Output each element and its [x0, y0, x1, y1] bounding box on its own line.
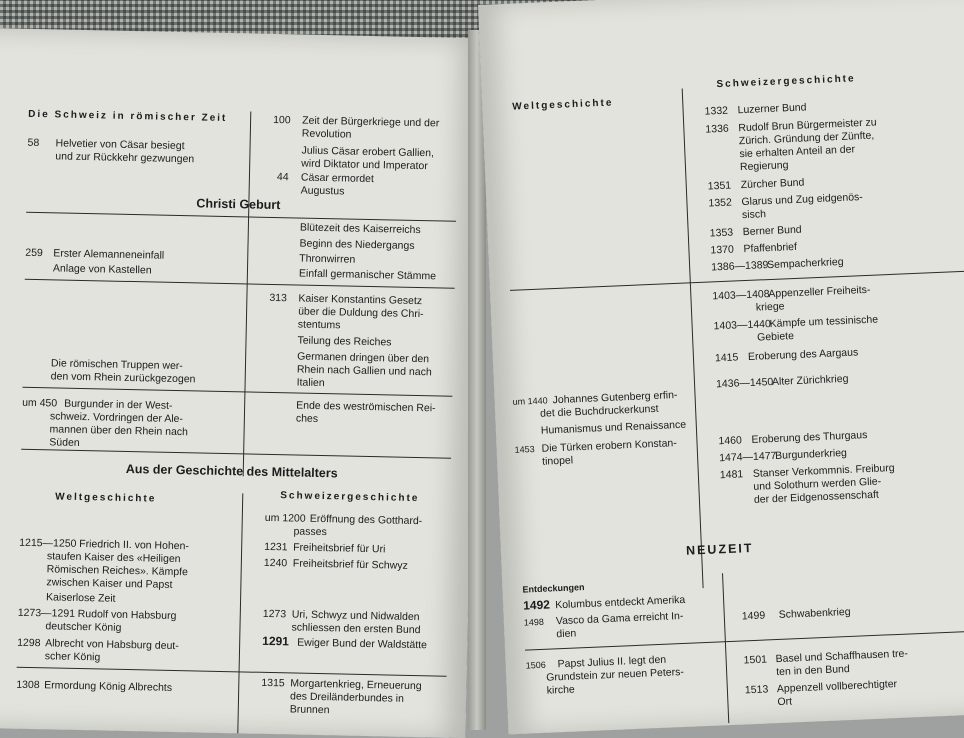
section-title-roman: Die Schweiz in römischer Zeit — [28, 108, 228, 124]
timeline-row: 313 Kaiser Konstantins Gesetz über die Duldung des Chri- stentums — [269, 291, 424, 332]
column-divider — [682, 89, 704, 589]
timeline-row: 1499 Schwabenkrieg — [741, 605, 851, 623]
column-header-world: Weltgeschichte — [512, 97, 614, 113]
timeline-row: 1273 Uri, Schwyz und Nidwalden schliessen den ersten Bund — [262, 607, 421, 637]
column-divider — [237, 493, 243, 733]
timeline-row: 58 Helvetier von Cäsar besiegt und zur Rückkehr gezwungen — [27, 136, 195, 166]
christi-geburt-heading: Christi Geburt — [196, 196, 281, 213]
timeline-row: Thronwirren — [299, 252, 356, 266]
timeline-row: Einfall germanischer Stämme — [298, 267, 437, 283]
timeline-row: 1436—1450 Alter Zürichkrieg — [715, 372, 849, 391]
timeline-row: Germanen dringen über den Rhein nach Gallien und nach Italien — [296, 350, 432, 390]
divider-line — [21, 449, 451, 459]
timeline-row: 1291 Ewiger Bund der Waldstätte — [262, 633, 428, 652]
timeline-row: Die römischen Truppen wer- den vom Rhein zurückgezogen — [50, 357, 196, 386]
timeline-row: um 1440 Johannes Gutenberg erfin- det die Buchdruckerkunst — [512, 388, 678, 420]
timeline-row: Julius Cäsar erobert Gallien, wird Diktator und Imperator — [301, 144, 435, 173]
timeline-row: Blütezeit des Kaiserreichs — [299, 221, 421, 237]
divider-line — [510, 271, 964, 291]
timeline-row: 1403—1408 Appenzeller Freiheits- kriege — [712, 283, 871, 314]
timeline-row: 1298 Albrecht von Habsburg deut- scher König — [17, 636, 179, 664]
timeline-row: 1240 Freiheitsbrief für Schwyz — [263, 556, 408, 572]
timeline-row: 1453 Die Türken erobern Konstan- tinopel — [514, 437, 677, 468]
timeline-row: 1498 Vasco da Gama erreicht In- dien — [523, 609, 684, 641]
timeline-row: 1481 Stanser Verkommnis. Freiburg und Solothurn werden Glie- der der Eidgenossenschaft — [719, 461, 895, 506]
right-page — [478, 0, 964, 734]
timeline-row: 1351 Zürcher Bund — [707, 176, 805, 193]
timeline-row: 44 Cäsar ermordet Augustus — [276, 171, 374, 198]
timeline-row: 1231 Freiheitsbrief für Uri — [264, 540, 386, 556]
left-page — [0, 28, 480, 738]
subheading-entdeckungen: Entdeckungen — [522, 582, 585, 595]
timeline-row: 259 Erster Alemanneneinfall Anlage von Kastellen — [25, 246, 165, 277]
timeline-row: 1415 Eroberung des Aargaus — [714, 346, 859, 365]
timeline-row: 1501 Basel und Schaffhausen tre- ten in den Bund — [743, 647, 909, 679]
timeline-row: 1460 Eroberung des Thurgaus — [718, 429, 868, 448]
timeline-row: 1386—1389 Sempacherkrieg — [710, 255, 844, 274]
timeline-row: Humanismus und Renaissance — [540, 418, 687, 437]
timeline-row: 1352 Glarus und Zug eidgenös- sisch — [708, 191, 864, 222]
timeline-row: 1336 Rudolf Brun Bürgermeister zu Zürich. Gründung der Zünfte, sie erhalten Anteil an der Regierung — [705, 116, 877, 174]
divider-line — [22, 387, 452, 397]
timeline-row: 1332 Luzerner Bund — [704, 101, 807, 118]
timeline-row: Beginn des Niedergangs — [299, 237, 415, 252]
divider-line — [26, 212, 456, 222]
timeline-row: 1513 Appenzell vollberechtigter Ort — [744, 678, 898, 709]
page-number: 105 — [948, 720, 964, 731]
timeline-row: 100 Zeit der Bürgerkriege und der Revolution — [273, 113, 440, 141]
column-header-world: Weltgeschichte — [55, 491, 157, 505]
column-header-swiss: Schweizergeschichte — [716, 73, 856, 91]
timeline-row: 1215—1250 Friedrich II. von Hohen- staufen Kaiser des «Heiligen Römischen Reiches». Kämpfe zwischen Kaiser und Papst — [19, 536, 190, 591]
timeline-row: Teilung des Reiches — [297, 334, 392, 349]
timeline-row: 1315 Morgartenkrieg, Erneuerung des Dreiländerbundes in Brunnen — [261, 676, 422, 717]
timeline-row: 1474—1477 Burgunderkrieg — [718, 446, 848, 465]
timeline-row: Ende des weströmischen Rei- ches — [295, 399, 436, 425]
section-title-neuzeit: NEUZEIT — [685, 540, 754, 558]
timeline-row: 1353 Berner Bund — [709, 223, 802, 240]
column-divider — [722, 573, 729, 723]
timeline-row: Kaiserlose Zeit — [45, 591, 116, 605]
timeline-row: 1308 Ermordung König Albrechts — [16, 678, 173, 694]
timeline-row: um 1200 Eröffnung des Gotthard- passes — [264, 511, 423, 539]
timeline-row: 1370 Pfaffenbrief — [710, 240, 798, 257]
section-title-mittelalter: Aus der Geschichte des Mittelalters — [125, 461, 338, 481]
timeline-row: um 450 Burgunder in der West- schweiz. Vordringen der Ale- mannen über den Rhein nach Süden — [22, 396, 189, 449]
column-divider — [243, 111, 252, 476]
timeline-row: 1403—1440 Kämpfe um tessinische Gebiete — [713, 313, 879, 344]
timeline-row: 1492 Kolumbus entdeckt Amerika — [522, 593, 686, 613]
divider-line — [17, 667, 447, 677]
timeline-row: 1506 Papst Julius II. legt den Grundstein zur neuen Peters- kirche — [525, 653, 685, 697]
timeline-row: 1273—1291 Rudolf von Habsburg deutscher König — [17, 606, 177, 634]
column-header-swiss: Schweizergeschichte — [280, 490, 420, 505]
